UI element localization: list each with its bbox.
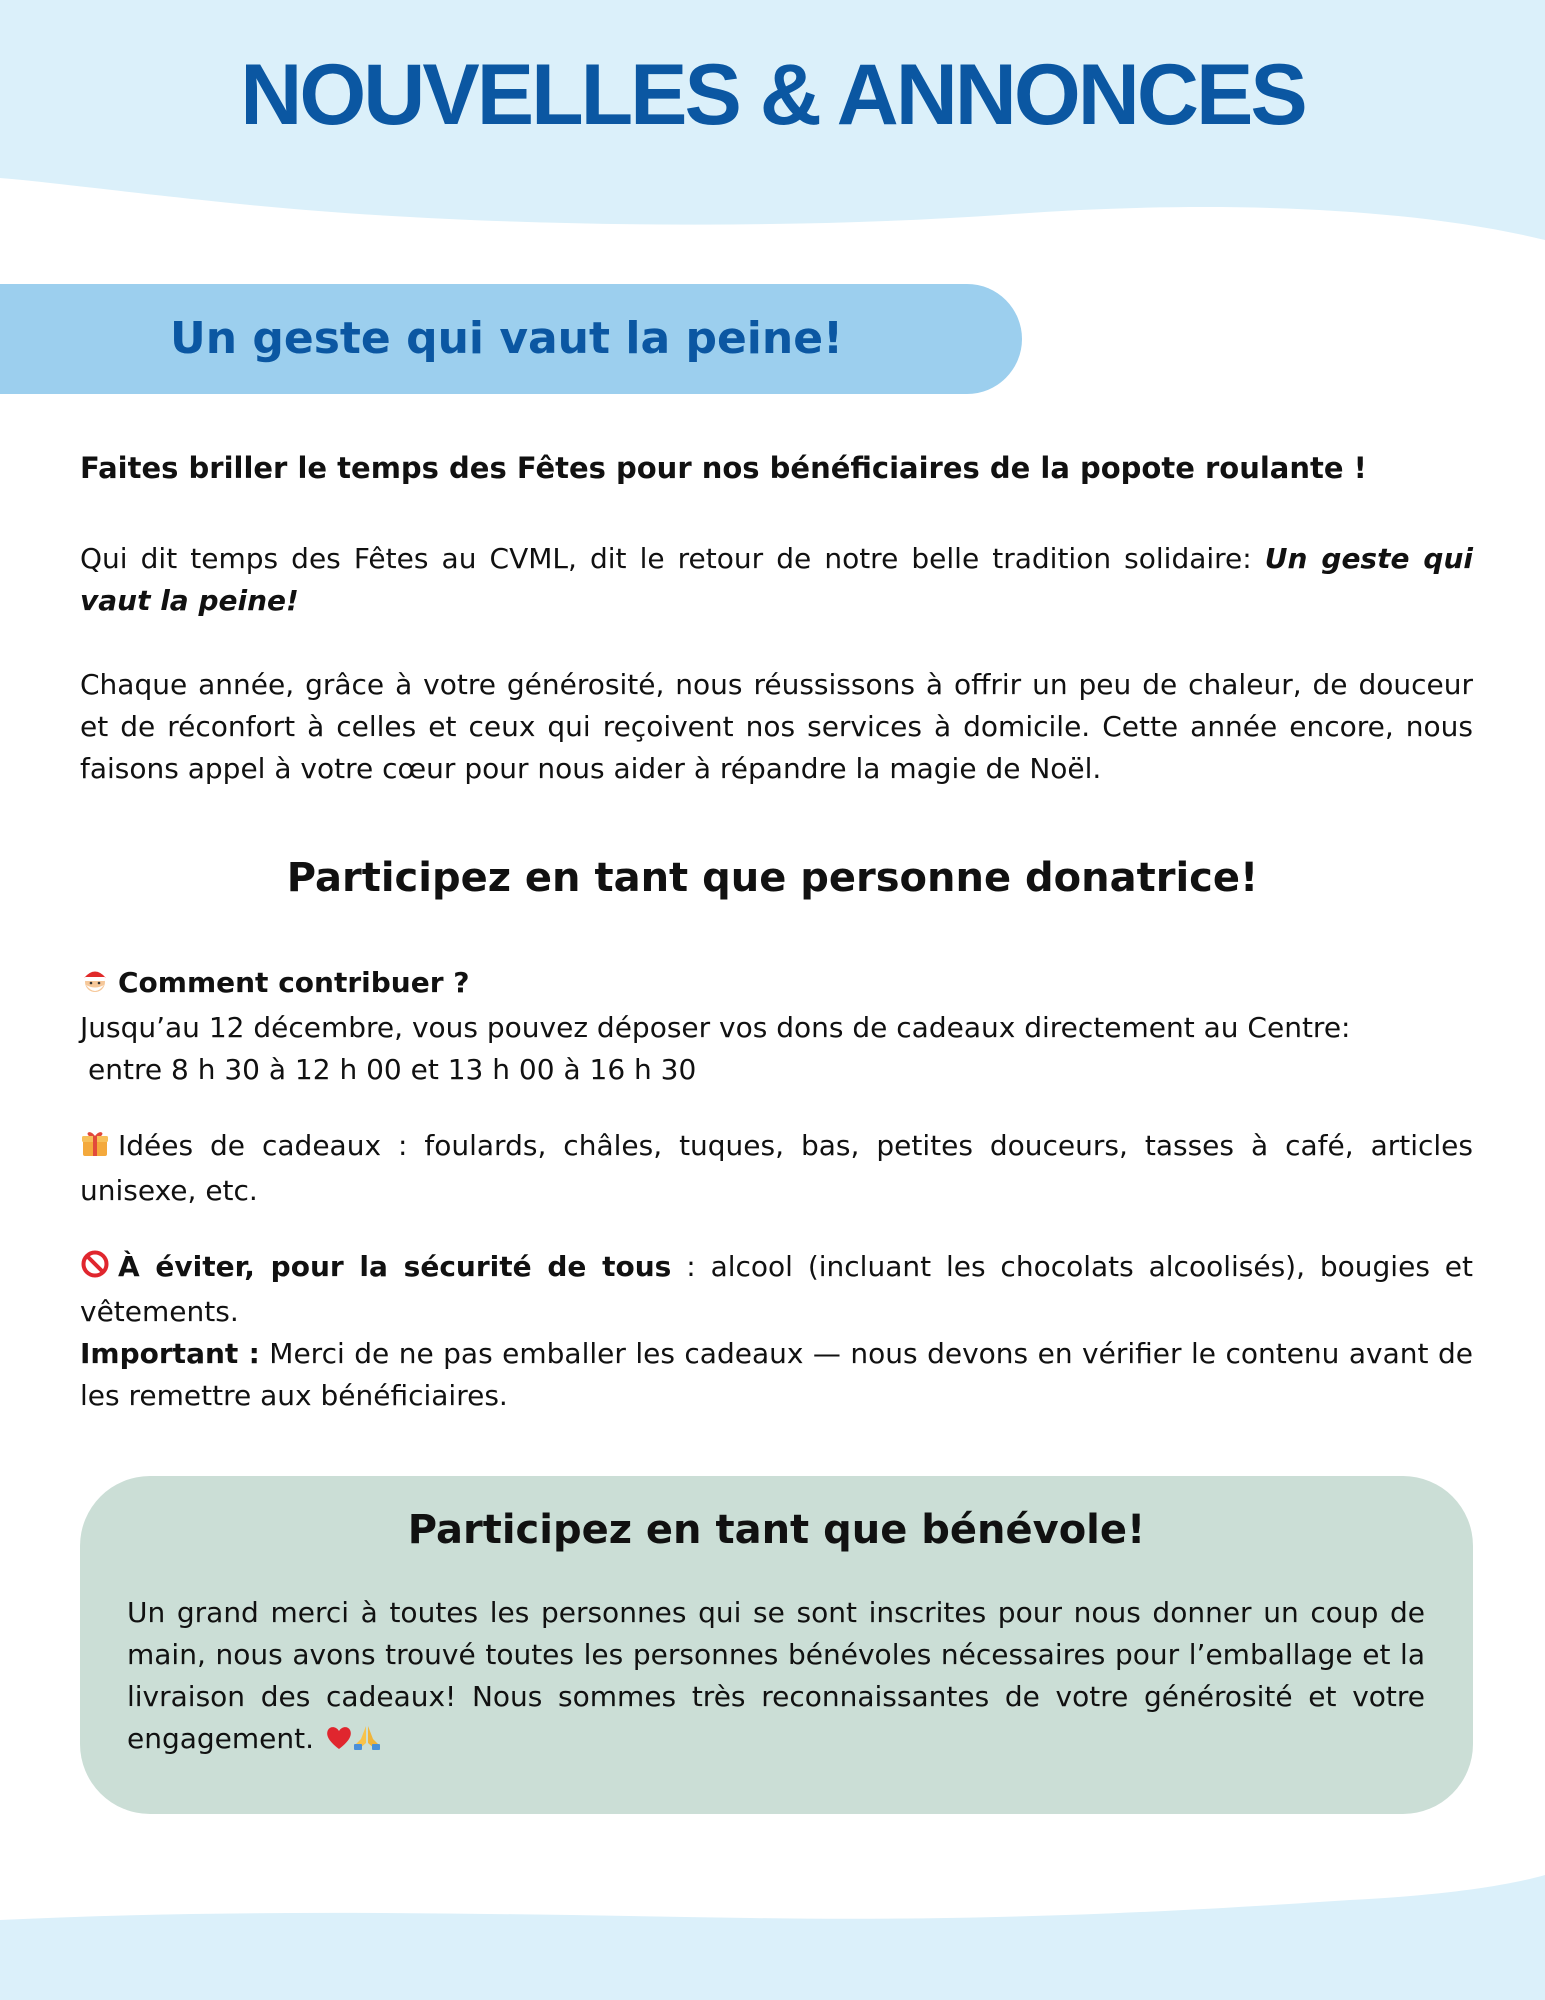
- page-title: NOUVELLES & ANNONCES: [240, 47, 1305, 143]
- gift-icon: [80, 1128, 110, 1170]
- donor-block: [80, 962, 1473, 1417]
- intro-text: Qui dit temps des Fêtes au CVML, dit le retour de notre belle tradition solidaire:: [80, 542, 1265, 575]
- volunteer-text: Un grand merci à toutes les personnes qui se sont inscrites pour nous donner un coup de main, nous avons trouvé toutes les personnes bénévoles nécessaires pour l’emballage et la livraison des cadeaux! Nous sommes très reconnaissantes de votre générosité et votre engagement.: [127, 1596, 1425, 1755]
- santa-icon: [80, 965, 110, 1007]
- avoid-label: À éviter, pour la sécurité de tous: [118, 1250, 672, 1283]
- prohibited-icon: [80, 1249, 110, 1291]
- section-banner: [0, 284, 1022, 394]
- donor-heading: Participez en tant que personne donatrice!: [286, 855, 1259, 901]
- important-text: Merci de ne pas emballer les cadeaux — nous devons en vérifier le contenu avant de les remettre aux bénéficiaires.: [80, 1337, 1473, 1412]
- generosity-paragraph: Chaque année, grâce à votre générosité, nous réussissons à offrir un peu de chaleur, de douceur et de réconfort à celles et ceux qui reçoivent nos services à domicile. Cette année encore, nous faisons appel à votre cœur pour nous aider à répandre la magie de Noël.: [80, 668, 1473, 785]
- volunteer-text-block: [127, 1592, 1425, 1763]
- intro-emphasis: Un geste qui vaut la peine!: [80, 542, 1473, 617]
- lead-text: Faites briller le temps des Fêtes pour nos bénéficiaires de la popote roulante !: [80, 451, 1367, 485]
- important-label: Important :: [80, 1337, 260, 1370]
- bottom-wave-decoration: [0, 1840, 1545, 2000]
- how-label: Comment contribuer ?: [118, 966, 470, 999]
- praying-hands-icon: [353, 1721, 381, 1763]
- volunteer-card: [80, 1476, 1473, 1814]
- how-line-2: entre 8 h 30 à 12 h 00 et 13 h 00 à 16 h 30: [88, 1053, 697, 1086]
- section-title: Un geste qui vaut la peine!: [170, 313, 844, 364]
- intro-paragraph: [80, 538, 1473, 622]
- gift-ideas-text: Idées de cadeaux : foulards, châles, tuques, bas, petites douceurs, tasses à café, articles unisexe, etc.: [80, 1129, 1473, 1207]
- volunteer-heading: Participez en tant que bénévole!: [407, 1507, 1146, 1553]
- how-line-1: Jusqu’au 12 décembre, vous pouvez déposer vos dons de cadeaux directement au Centre:: [80, 1011, 1351, 1044]
- avoid-text: : alcool (incluant les chocolats alcoolisés), bougies et vêtements.: [80, 1250, 1473, 1328]
- heart-icon: [325, 1721, 353, 1763]
